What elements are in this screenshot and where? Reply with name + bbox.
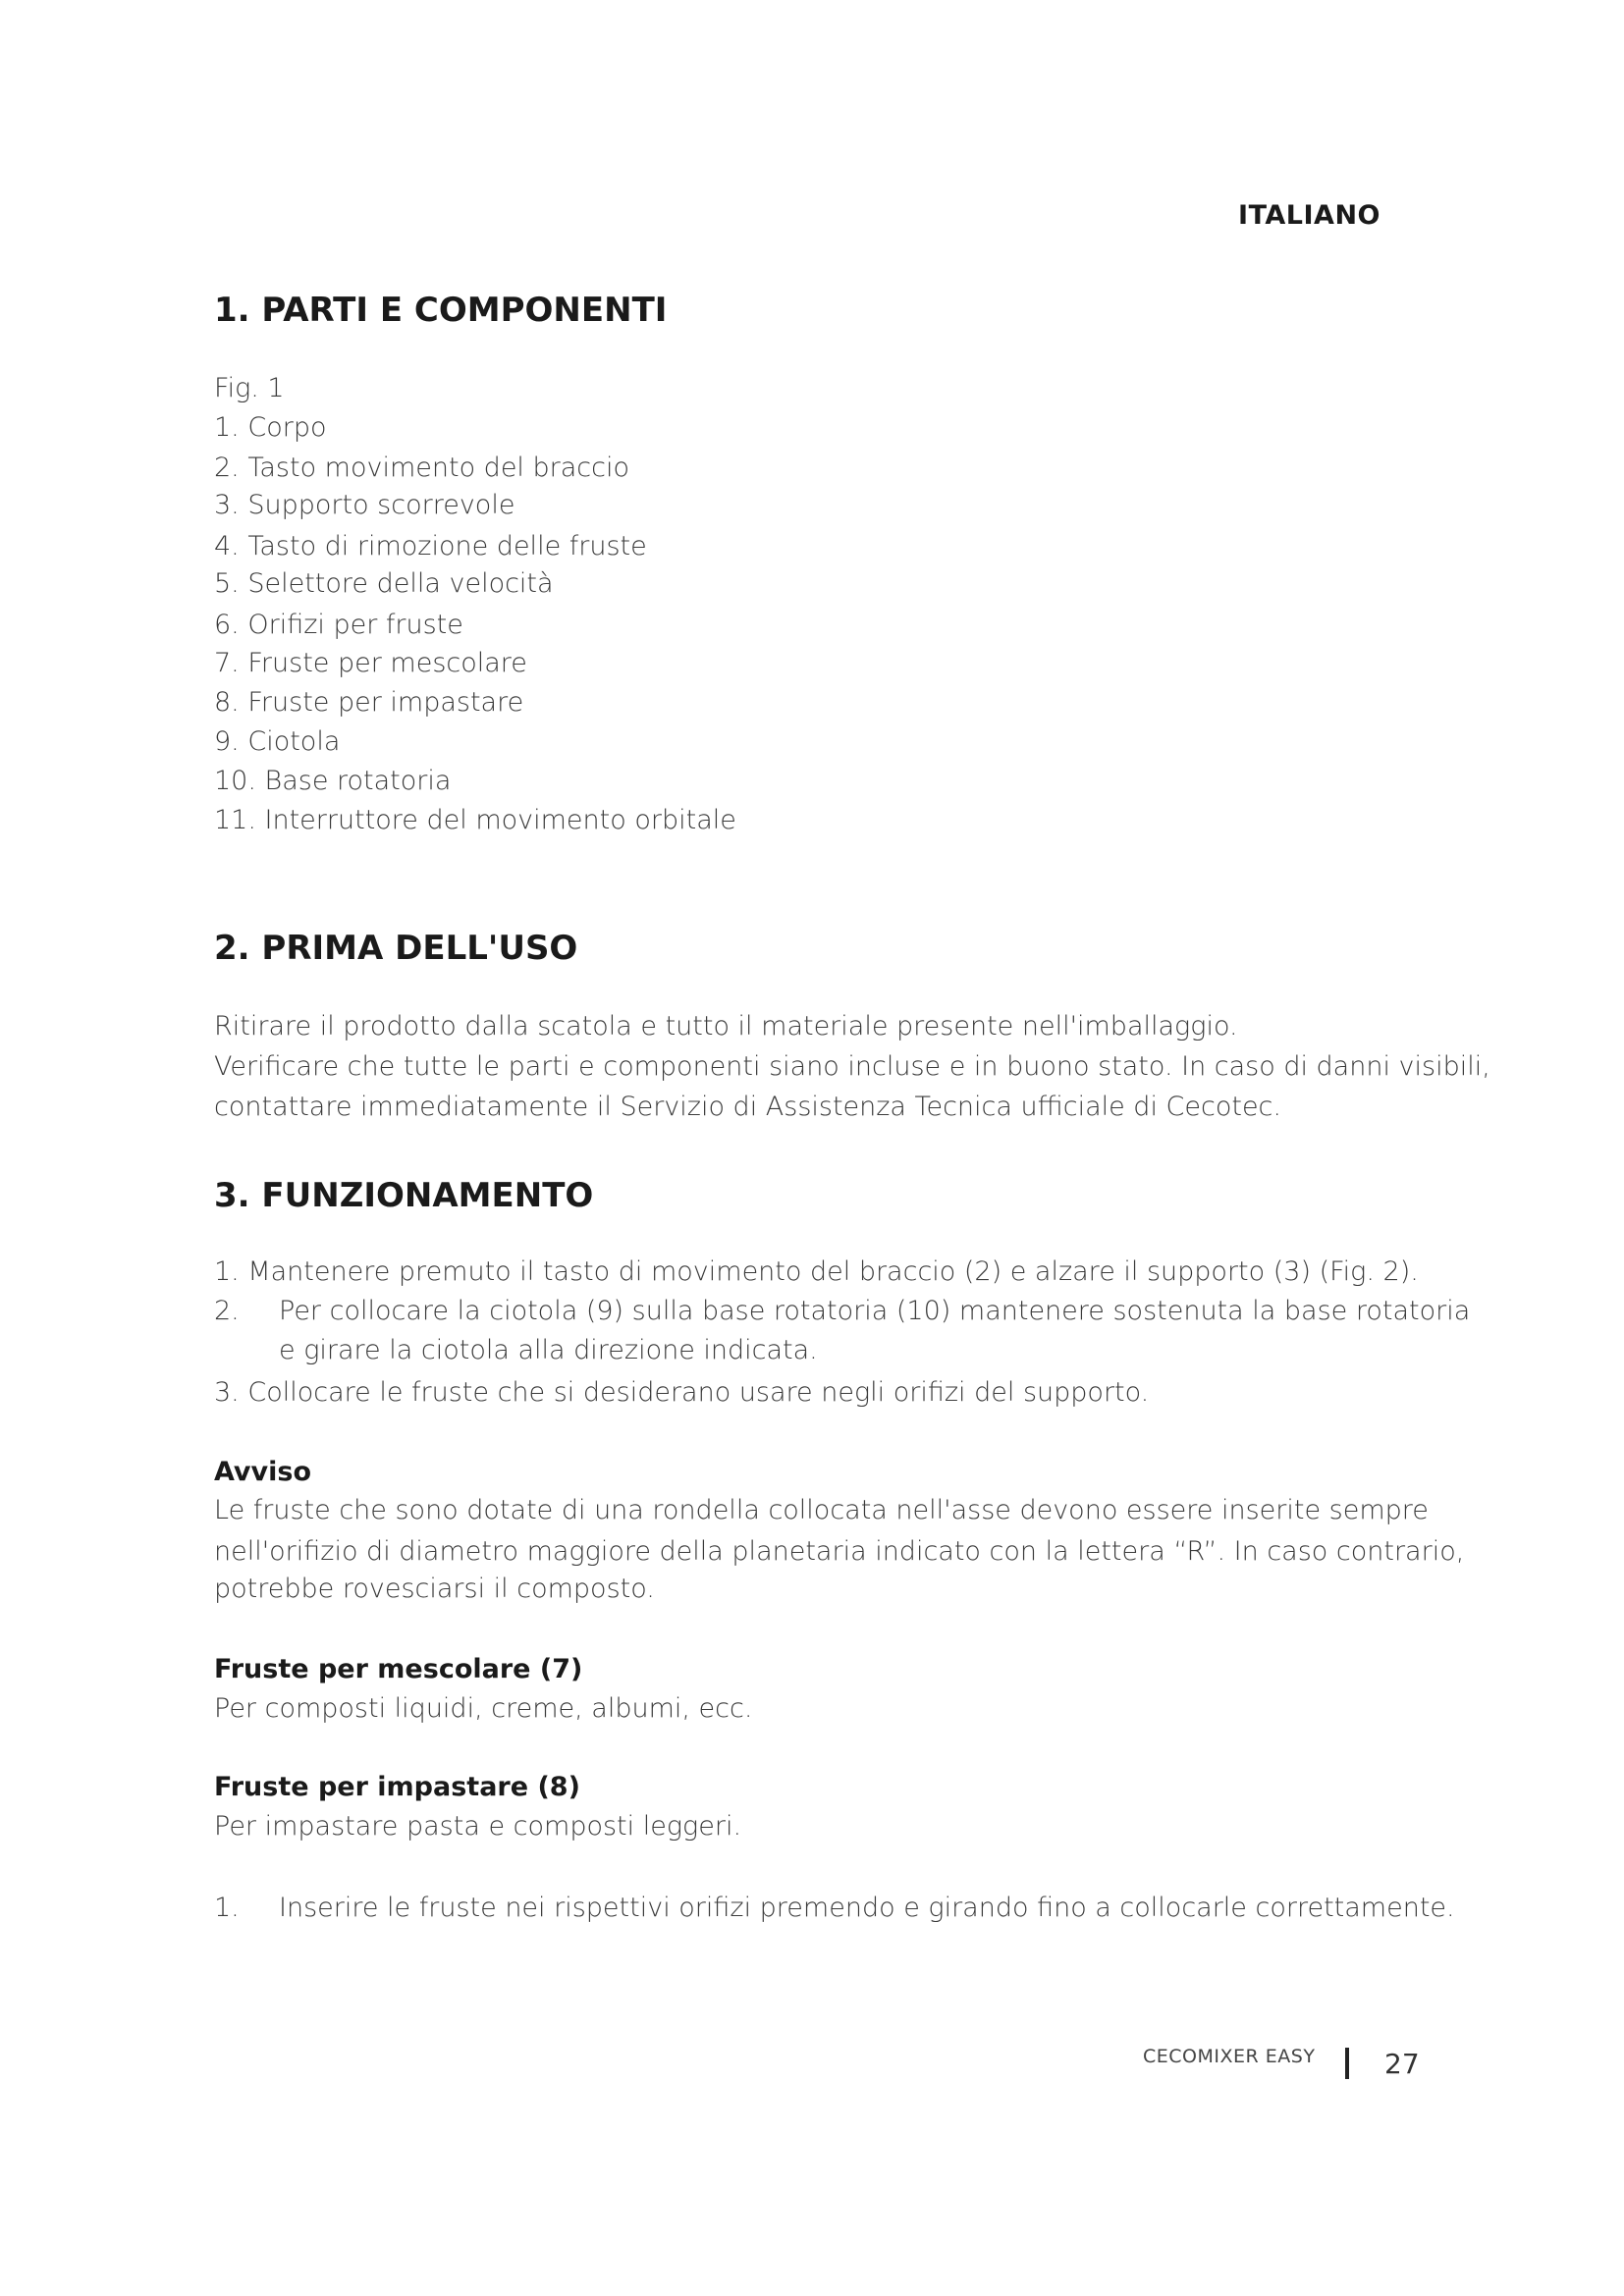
component-item: 8. Fruste per impastare xyxy=(214,687,524,718)
knead-whisk-title: Fruste per impastare (8) xyxy=(214,1772,580,1802)
step-item-continued: e girare la ciotola alla direzione indicata. xyxy=(279,1335,818,1365)
component-item: 4. Tasto di rimozione delle fruste xyxy=(214,531,647,561)
step-number: 2. xyxy=(214,1296,240,1326)
mix-whisk-title: Fruste per mescolare (7) xyxy=(214,1654,583,1684)
component-item: 5. Selettore della velocità xyxy=(214,568,554,599)
step-item: 3. Collocare le fruste che si desiderano usare negli orifizi del supporto. xyxy=(214,1377,1150,1408)
component-item: 7. Fruste per mescolare xyxy=(214,648,527,678)
notice-line: Le fruste che sono dotate di una rondella collocata nell'asse devono essere inserite sempre xyxy=(214,1495,1429,1525)
notice-line: nell'orifizio di diametro maggiore della planetaria indicato con la lettera “R”. In caso contrario, xyxy=(214,1536,1465,1567)
component-item: 11. Interruttore del movimento orbitale xyxy=(214,805,736,835)
component-item: 2. Tasto movimento del braccio xyxy=(214,453,630,483)
component-item: 3. Supporto scorrevole xyxy=(214,490,515,520)
component-item: 6. Orifizi per fruste xyxy=(214,610,463,640)
notice-title: Avviso xyxy=(214,1457,312,1487)
component-item: 9. Ciotola xyxy=(214,726,341,757)
step-item: Per collocare la ciotola (9) sulla base rotatoria (10) mantenere sostenuta la base rotatoria xyxy=(279,1296,1471,1326)
step-number: 1. xyxy=(214,1893,240,1923)
footer-divider xyxy=(1345,2048,1349,2079)
mix-whisk-text: Per composti liquidi, creme, albumi, ecc. xyxy=(214,1693,753,1724)
knead-whisk-text: Per impastare pasta e composti leggeri. xyxy=(214,1811,742,1842)
step-item: 1. Mantenere premuto il tasto di movimento del braccio (2) e alzare il supporto (3) (Fig. 2). xyxy=(214,1256,1419,1287)
section-2-title: 2. PRIMA DELL'USO xyxy=(214,929,578,968)
paragraph-line: Ritirare il prodotto dalla scatola e tutto il materiale presente nell'imballaggio. xyxy=(214,1011,1238,1041)
section-3-title: 3. FUNZIONAMENTO xyxy=(214,1176,594,1215)
section-1-title: 1. PARTI E COMPONENTI xyxy=(214,291,668,330)
footer-product-name: CECOMIXER EASY xyxy=(1143,2046,1316,2067)
language-label: ITALIANO xyxy=(1238,200,1380,231)
paragraph-line: Verificare che tutte le parti e componenti siano incluse e in buono stato. In caso di danni visibili, xyxy=(214,1051,1490,1082)
component-item: 10. Base rotatoria xyxy=(214,766,452,796)
fig-label: Fig. 1 xyxy=(214,373,285,403)
notice-line: potrebbe rovesciarsi il composto. xyxy=(214,1574,655,1604)
page-number: 27 xyxy=(1384,2048,1420,2080)
paragraph-line: contattare immediatamente il Servizio di Assistenza Tecnica ufficiale di Cecotec. xyxy=(214,1092,1281,1122)
component-item: 1. Corpo xyxy=(214,412,327,443)
step-item: Inserire le fruste nei rispettivi orifizi premendo e girando fino a collocarle correttamente. xyxy=(279,1893,1455,1923)
